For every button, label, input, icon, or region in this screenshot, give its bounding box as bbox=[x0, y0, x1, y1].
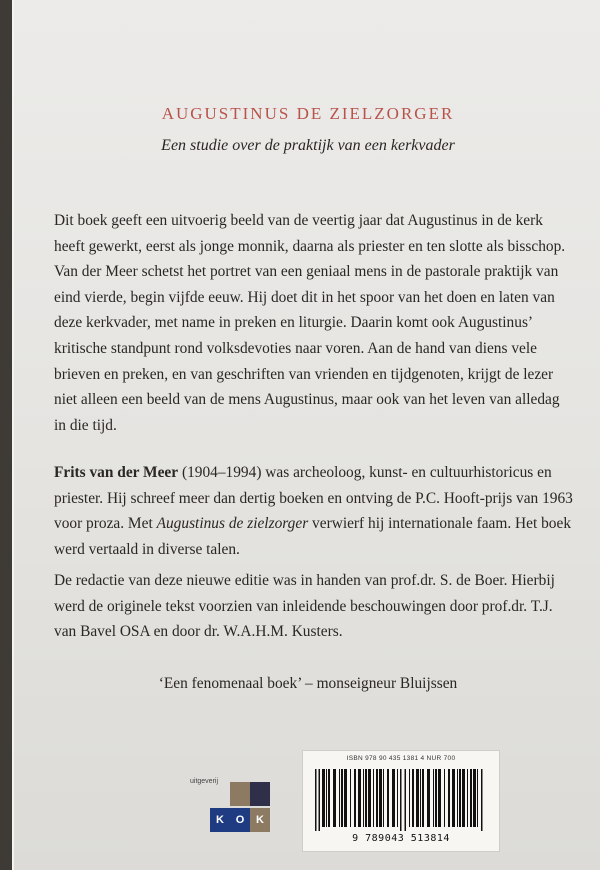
barcode-digits: 9 789043 513814 bbox=[352, 833, 450, 844]
barcode-bar bbox=[354, 769, 356, 827]
barcode-bar bbox=[452, 769, 455, 827]
logo-tile-tan bbox=[230, 782, 250, 806]
author-name: Frits van der Meer bbox=[54, 464, 179, 481]
barcode-bar bbox=[409, 769, 410, 827]
barcode-bar bbox=[405, 769, 407, 831]
barcode-bar bbox=[328, 769, 330, 827]
description-paragraph: Dit boek geeft een uitvoerig beeld van de veertig jaar dat Augustinus in de kerk heeft gewerkt, eerst als jonge monnik, daarna als priester en ten slotte als bisschop. Van der Meer schetst het portret van een geniaal mens in de pastorale praktijk van eind vierde, begin vijfde eeuw. Hij doet dit in het spoor van het doen en laten van deze kerkvader, met name in preken en liturgie. Daarin komt ook Augustinus’ kritische standpunt rond volksdevoties naar voren. Aan de hand van diens vele brieven en preken, en van geschriften van vrienden en tijdgenoten, krijgt de lezer niet alleen een beeld van de mens Augustinus, maar ook van het leven van alledag in die tijd. bbox=[54, 212, 566, 434]
barcode-bar bbox=[400, 769, 402, 831]
barcode-bar bbox=[326, 769, 327, 827]
barcode-bar bbox=[477, 769, 478, 827]
barcode-bar bbox=[339, 769, 340, 827]
barcode-bar bbox=[412, 769, 414, 827]
barcode-bar bbox=[379, 769, 382, 827]
book-title: AUGUSTINUS DE ZIELZORGER bbox=[161, 104, 455, 123]
barcode-bar bbox=[376, 769, 378, 827]
barcode-bar bbox=[333, 769, 336, 827]
barcode-bar bbox=[358, 769, 361, 827]
book-subtitle: Een studie over de praktijk van een kerkvader bbox=[161, 137, 455, 154]
barcode-bar bbox=[368, 769, 371, 827]
barcode-bar bbox=[341, 769, 343, 827]
barcode-bar bbox=[457, 769, 458, 827]
barcode-bar bbox=[448, 769, 450, 827]
barcode-bar bbox=[350, 769, 351, 827]
barcode-bar bbox=[467, 769, 468, 827]
logo-tile-dark bbox=[250, 782, 270, 806]
barcode-bar bbox=[392, 769, 395, 827]
review-quote: ‘Een fenomenaal boek’ – monseigneur Bluijssen bbox=[158, 675, 458, 692]
barcode-bar bbox=[383, 769, 384, 827]
book-back-cover bbox=[12, 0, 600, 870]
barcode-bar bbox=[344, 769, 347, 827]
barcode-bar bbox=[420, 769, 421, 827]
barcode-bar bbox=[319, 769, 321, 831]
barcode-bar bbox=[427, 769, 430, 827]
barcode-bar bbox=[473, 769, 476, 827]
book-title-italic: Augustinus de zielzorger bbox=[156, 515, 309, 533]
publisher-label: uitgeverij bbox=[190, 778, 219, 785]
isbn-number: ISBN 978 90 435 1381 4 NUR 700 bbox=[346, 755, 456, 762]
barcode-bar bbox=[387, 769, 389, 827]
author-paragraph bbox=[54, 460, 574, 562]
barcode-bar bbox=[422, 769, 424, 827]
barcode-bar bbox=[433, 769, 434, 827]
barcode-bar bbox=[462, 769, 465, 827]
author-bio-text: (1904–1994) was archeoloog, kunst- en cultuurhistoricus en priester. Hij schreef meer dan dertig boeken en ontving de P.C. Hooft-prijs van 1963 voor proza. Met bbox=[54, 464, 573, 533]
publisher-block bbox=[190, 778, 270, 838]
barcode-bar bbox=[435, 769, 437, 827]
barcode-bar bbox=[365, 769, 367, 827]
barcode-bar bbox=[481, 769, 483, 831]
barcode-bar bbox=[438, 769, 441, 827]
barcode-bar bbox=[397, 769, 398, 827]
barcode-bar bbox=[315, 769, 317, 831]
barcode-bar bbox=[416, 769, 419, 827]
barcode-bar bbox=[459, 769, 461, 827]
kok-logo bbox=[208, 782, 272, 834]
logo-letter-k2: K bbox=[256, 814, 264, 826]
barcode-bar bbox=[373, 769, 374, 827]
barcode-bar bbox=[322, 769, 325, 827]
barcode-bar bbox=[363, 769, 364, 827]
barcode-bar bbox=[470, 769, 472, 827]
editorial-paragraph: De redactie van deze nieuwe editie was in handen van prof.dr. S. de Boer. Hierbij werd de originele tekst voorzien van inleidende beschouwingen door prof.dr. T.J. van Bavel OSA en door dr. W.A.H.M. Kusters. bbox=[54, 572, 555, 641]
barcode-bar bbox=[444, 769, 445, 827]
logo-letter-k1: K bbox=[216, 814, 224, 826]
logo-letter-o: O bbox=[235, 814, 245, 826]
author-bio-text-end: verwierf hij internationale faam. Het boek werd vertaald in diverse talen. bbox=[54, 515, 572, 558]
isbn-barcode bbox=[302, 750, 500, 852]
barcode-bars bbox=[313, 769, 489, 831]
